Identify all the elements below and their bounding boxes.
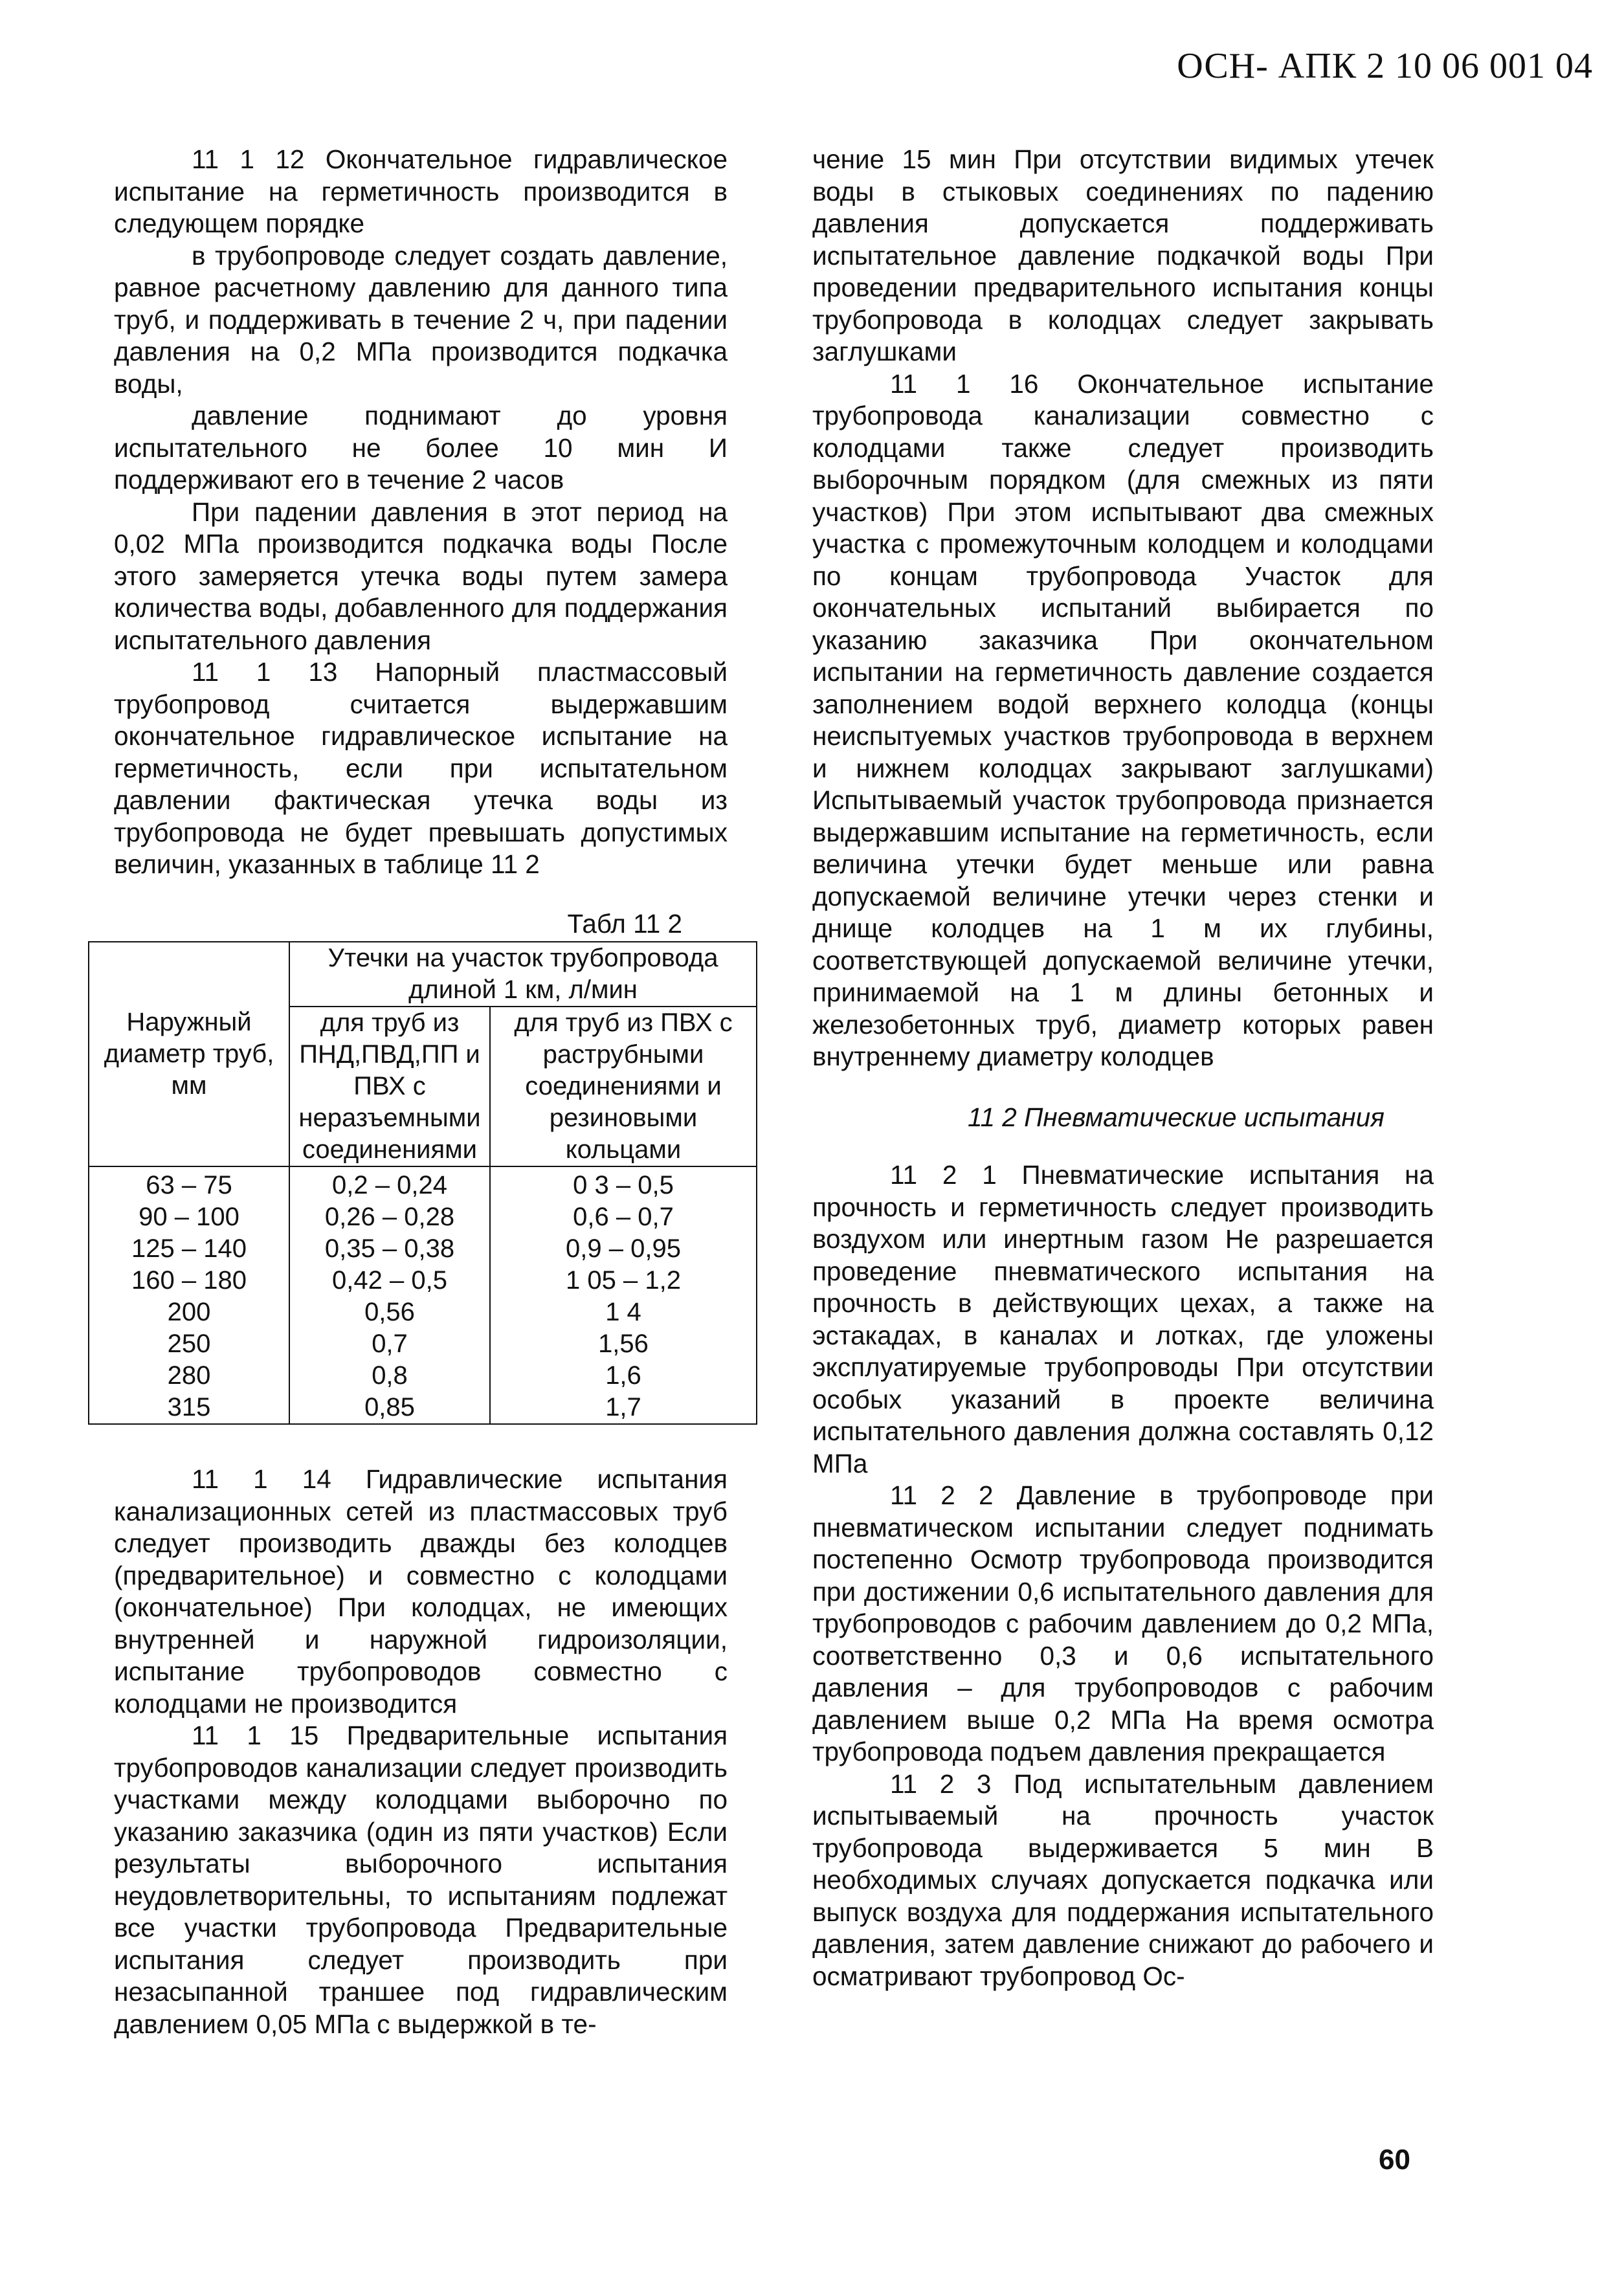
cell-diameter: 280 (89, 1360, 289, 1392)
leakage-table (88, 941, 757, 1425)
paragraph-continuation: чение 15 мин При отсутствии видимых утечек воды в стыковых соединениях по падению давления допускается поддерживать испытательное давление подкачкой воды При проведении предварительного испытания концы трубопровода в колодцах следует закрывать заглушками (812, 144, 1434, 366)
left-column (104, 144, 733, 2040)
header-pnd-pipes: для труб из ПНД,ПВД,ПП и ПВХ с неразъемными соединениями (289, 1007, 490, 1166)
table-row (89, 1233, 757, 1265)
paragraph-11-2-2: 11 2 2 Давление в трубопроводе при пневматическом испытании следует поднимать постепенно Осмотр трубопровода производится при достижении 0,6 испытательного давления для трубопроводов с рабочим давлением до 0,2 МПа, соответственно 0,3 и 0,6 испытательного давления – для трубопроводов с рабочим давлением выше 0,2 МПа На время осмотра трубопровода подъем давления прекращается (812, 1480, 1434, 1766)
paragraph-11-2-3: 11 2 3 Под испытательным давлением испытываемый на прочность участок трубопровода выдерживается 5 мин В необходимых случаях допускается подкачка или выпуск воздуха для поддержания испытательного давления, затем давление снижают до рабочего и осматривают трубопровод Ос- (812, 1768, 1434, 1991)
table-caption: Табл 11 2 (567, 908, 682, 939)
cell-pvh: 1,7 (490, 1392, 757, 1424)
cell-diameter: 63 – 75 (89, 1166, 289, 1201)
paragraph-11-1-14: 11 1 14 Гидравлические испытания канализационных сетей из пластмассовых труб следует производить дважды без колодцев (предварительное) и совместно с колодцами (окончательное) При колодцах, не имеющих внутренней и наружной гидроизоляции, испытание трубопроводов совместно с колодцами не производится (114, 1464, 728, 1719)
cell-pvh: 1,6 (490, 1360, 757, 1392)
cell-pvh: 0 3 – 0,5 (490, 1166, 757, 1201)
table-row (89, 1392, 757, 1424)
cell-pnd: 0,56 (289, 1297, 490, 1328)
paragraph-11-1-15: 11 1 15 Предварительные испытания трубопроводов канализации следует производить участками между колодцами выборочно по указанию заказчика (один из пяти участков) Если результаты выборочного испытания неудовлетворительны, то испытаниям подлежат все участки трубопровода Предварительные испытания следует производить при незасыпанной траншее под гидравлическим давлением 0,05 МПа с выдержкой в те- (114, 1721, 728, 2039)
cell-pnd: 0,35 – 0,38 (289, 1233, 490, 1265)
cell-diameter: 125 – 140 (89, 1233, 289, 1265)
cell-pnd: 0,26 – 0,28 (289, 1201, 490, 1233)
cell-pnd: 0,85 (289, 1392, 490, 1424)
section-heading-11-2: 11 2 Пневматические испытания (968, 1102, 1385, 1132)
header-leakage: Утечки на участок трубопровода длиной 1 км, л/мин (289, 942, 757, 1007)
table-row (89, 1265, 757, 1297)
right-column (812, 144, 1434, 1992)
cell-pnd: 0,8 (289, 1360, 490, 1392)
cell-diameter: 160 – 180 (89, 1265, 289, 1297)
cell-diameter: 315 (89, 1392, 289, 1424)
cell-pvh: 0,9 – 0,95 (490, 1233, 757, 1265)
page-number: 60 (1379, 2144, 1410, 2176)
cell-pvh: 1 4 (490, 1297, 757, 1328)
cell-pvh: 1 05 – 1,2 (490, 1265, 757, 1297)
header-diameter: Наружный диаметр труб, мм (89, 942, 289, 1166)
paragraph-11-1-13: 11 1 13 Напорный пластмассовый трубопровод считается выдержавшим окончательное гидравлическое испытание на герметичность, если при испытательном давлении фактическая утечка воды из трубопровода не будет превышать допустимых величин, указанных в таблице 11 2 (114, 657, 728, 879)
paragraph-11-2-1: 11 2 1 Пневматические испытания на прочность и герметичность следует производить воздухом или инертным газом Не разрешается проведение пневматического испытания на прочность в действующих цехах, а также на эстакадах, в каналах и лотках, где уложены эксплуатируемые трубопроводы При отсутствии особых указаний в проекте величина испытательного давления должна составлять 0,12 МПа (812, 1160, 1434, 1478)
cell-pnd: 0,7 (289, 1328, 490, 1360)
header-pvh-pipes: для труб из ПВХ с раструбными соединениями и резиновыми кольцами (490, 1007, 757, 1166)
document-code-header: ОСН- АПК 2 10 06 001 04 (1177, 46, 1593, 86)
table-row (89, 1166, 757, 1201)
cell-pvh: 1,56 (490, 1328, 757, 1360)
paragraph-pressure-step-1: в трубопроводе следует создать давление, равное расчетному давлению для данного типа труб, и поддерживать в течение 2 ч, при падении давления на 0,2 МПа производится подкачка воды, (114, 240, 728, 399)
cell-pnd: 0,2 – 0,24 (289, 1166, 490, 1201)
cell-diameter: 200 (89, 1297, 289, 1328)
table-row (89, 1297, 757, 1328)
paragraph-pressure-step-2: давление поднимают до уровня испытательного не более 10 мин И поддерживают его в течение 2 часов (114, 401, 728, 495)
paragraph-11-1-12: 11 1 12 Окончательное гидравлическое испытание на герметичность производится в следующем порядке (114, 144, 728, 238)
cell-pnd: 0,42 – 0,5 (289, 1265, 490, 1297)
paragraph-pressure-drop: При падении давления в этот период на 0,02 МПа производится подкачка воды После этого замеряется утечка воды путем замера количества воды, добавленного для поддержания испытательного давления (114, 496, 728, 655)
cell-diameter: 90 – 100 (89, 1201, 289, 1233)
cell-pvh: 0,6 – 0,7 (490, 1201, 757, 1233)
table-row (89, 1360, 757, 1392)
paragraph-11-1-16: 11 1 16 Окончательное испытание трубопровода канализации совместно с колодцами также следует производить выборочным порядком (для смежных из пяти участков) При этом испытывают два смежных участка с промежуточным колодцем и колодцами по концам трубопровода Участок для окончательных испытаний выбирается по указанию заказчика При окончательном испытании на герметичность давление создается заполнением водой верхнего колодца (концы неиспытуемых участков трубопровода в верхнем и нижнем колодцах закрывают заглушками) Испытываемый участок трубопровода признается выдержавшим испытание на герметичность, если величина утечки будет меньше или равна допускаемой величине утечки через стенки и днище колодцев на 1 м их глубины, соответствующей допускаемой величине утечки, принимаемой на 1 м длины бетонных и железобетонных труб, диаметр которых равен внутреннему диаметру колодцев (812, 368, 1434, 1071)
cell-diameter: 250 (89, 1328, 289, 1360)
table-row (89, 1328, 757, 1360)
table-row (89, 1201, 757, 1233)
